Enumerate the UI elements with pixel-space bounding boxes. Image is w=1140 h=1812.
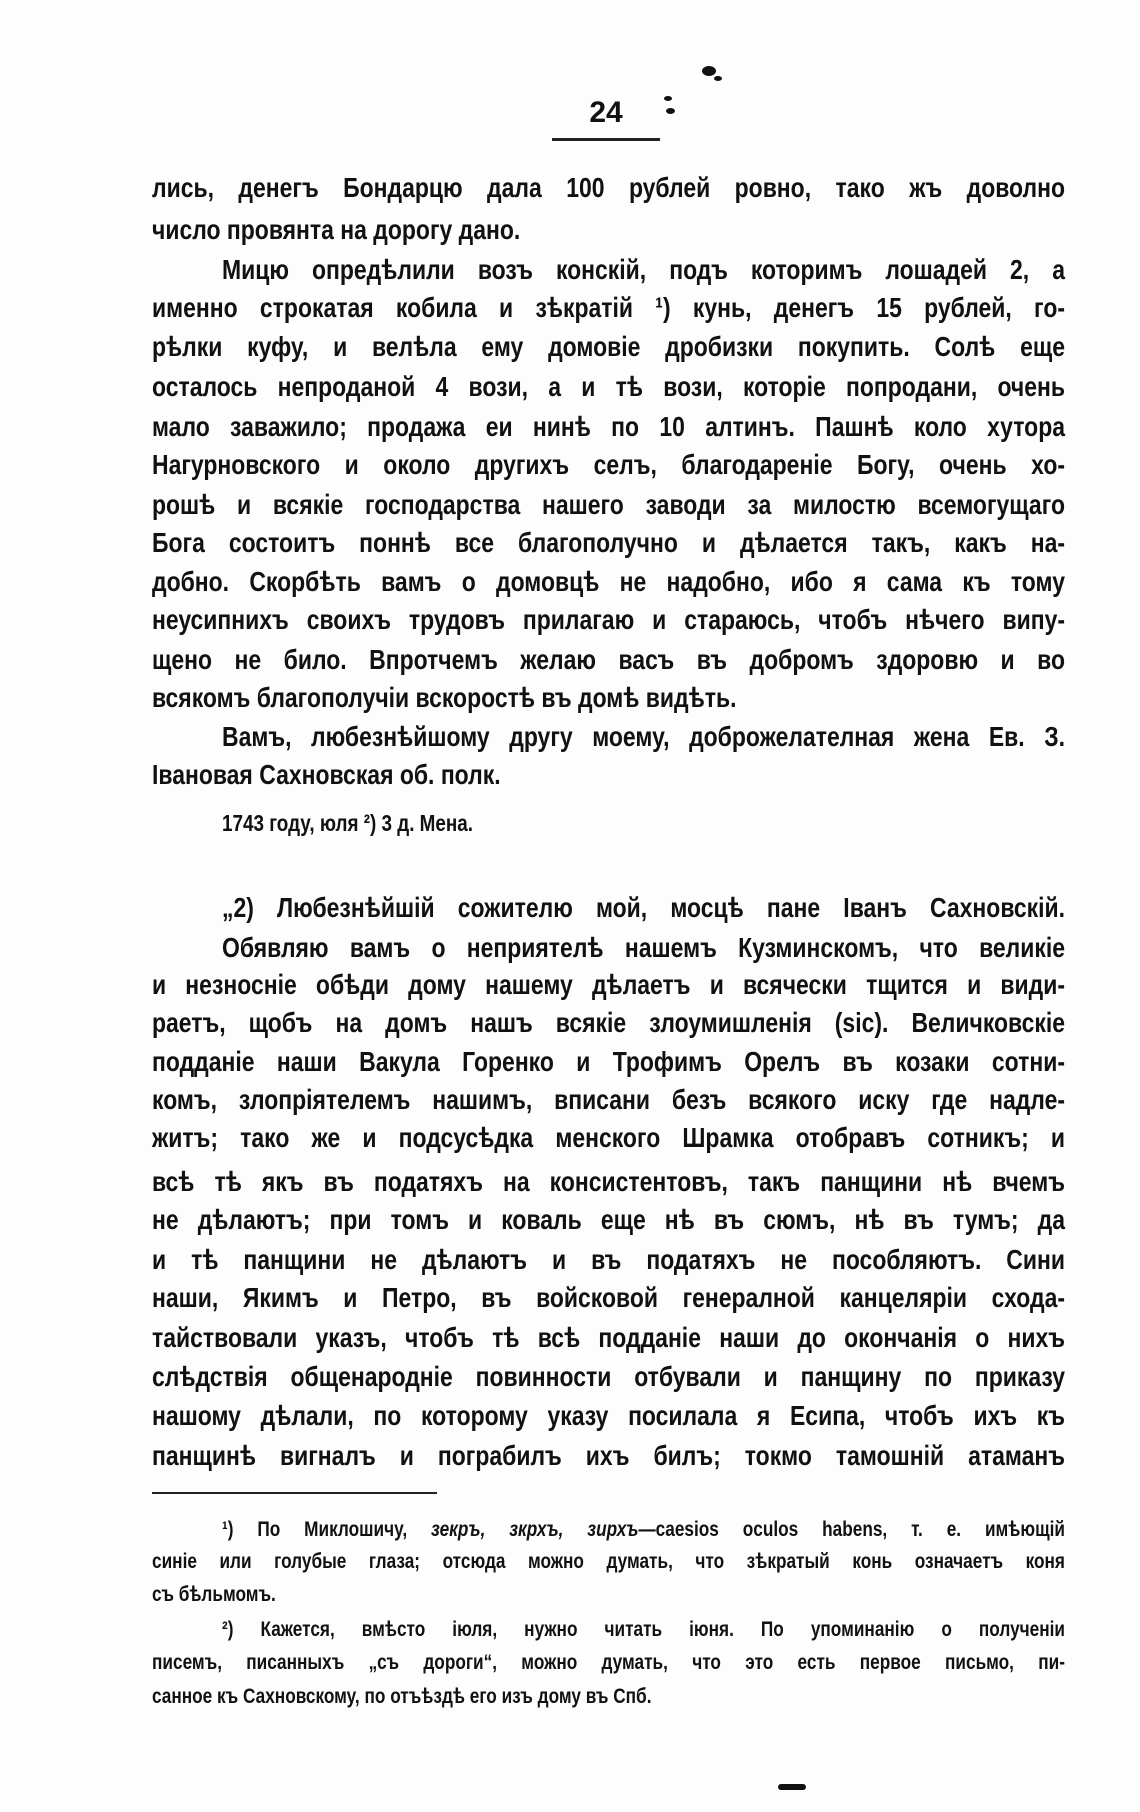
footnote-text: ²) Кажется, вмѣсто іюля, нужно читать іюня. По упоминанію о полученіи — [222, 1618, 1065, 1641]
text-line: Вамъ, любезнѣйшому другу моему, доброжелателная жена Ев. З. — [222, 721, 1065, 752]
ink-blot — [778, 1784, 806, 1790]
footnote-line — [222, 1515, 1065, 1545]
text-line: „2) Любезнѣйшій сожителю мой, мосцѣ пане Іванъ Сахновскій. — [222, 892, 1065, 923]
footnote-text: писемъ, писанныхъ „съ дороги“, можно думать, что это есть первое письмо, пи- — [152, 1651, 1065, 1674]
text-line: наши, Якимъ и Петро, въ войсковой генералной канцеляріи схода- — [152, 1282, 1065, 1313]
footnote-line — [152, 1648, 1065, 1678]
text-line: именно строкатая кобила и зѣкратій ¹) кунь, денегъ 15 рублей, го- — [152, 292, 1065, 323]
text-line: неусипнихъ своихъ трудовъ прилагаю и стараюсь, чтобъ нѣчего випу- — [152, 604, 1065, 635]
text-line: нашому дѣлали, по которому указу посилала я Есипа, чтобъ ихъ къ — [152, 1400, 1065, 1431]
text-line: Бога состоитъ поннѣ все благополучно и дѣлается такъ, какъ на- — [152, 527, 1065, 558]
text-line: Нагурновского и около другихъ селъ, благодареніе Богу, очень хо- — [152, 449, 1065, 480]
text-line: панщинѣ вигналъ и пограбилъ ихъ билъ; токмо тамошній атаманъ — [152, 1440, 1065, 1471]
footnote-separator — [152, 1492, 437, 1494]
text-line: добно. Скорбѣть вамъ о домовцѣ не надобно, ибо я сама къ тому — [152, 566, 1065, 597]
text-line: Мицю опредѣлили возъ конскій, подъ которимъ лошадей 2, а — [222, 254, 1065, 285]
footnote-italic-term: зекръ, зкрхъ, зирхъ — [431, 1518, 639, 1541]
text-line: всякомъ благополучіи вскоростѣ въ домѣ видѣть. — [152, 682, 737, 713]
footnote-text: санное къ Сахновскому, по отъѣздѣ его изъ дому въ Спб. — [152, 1685, 652, 1708]
page-number: 24 — [589, 96, 623, 129]
text-line: число провянта на дорогу дано. — [152, 214, 521, 245]
text-line: щено не било. Впротчемъ желаю васъ въ добромъ здоровю и во — [152, 644, 1065, 675]
text-line: рошѣ и всякіе господарства нашего заводи за милостю всемогущаго — [152, 489, 1065, 520]
text-line: Івановая Сахновская об. полк. — [152, 759, 501, 790]
footnote-line — [152, 1547, 1065, 1577]
text-line: мало заважило; продажа еи нинѣ по 10 алтинъ. Пашнѣ коло хутора — [152, 411, 1065, 442]
text-line: Обявляю вамъ о неприятелѣ нашемъ Кузминскомъ, что великіе — [222, 932, 1065, 963]
text-line: не дѣлаютъ; при томъ и коваль еще нѣ въ сюмъ, нѣ въ тумъ; да — [152, 1204, 1065, 1235]
text-line: тайствовали указъ, чтобъ тѣ всѣ подданіе наши до окончанія о нихъ — [152, 1322, 1065, 1353]
ink-blot — [666, 108, 675, 114]
text-line: 1743 году, юля ²) 3 д. Мена. — [222, 810, 473, 836]
ink-blot — [714, 76, 722, 81]
footnote-line — [152, 1682, 1065, 1712]
text-line: рѣлки куфу, и велѣла ему домовіе дробизки покупить. Солѣ еще — [152, 331, 1065, 362]
ink-blot — [702, 66, 716, 76]
text-line: житъ; тако же и подсусѣдка менского Шрамка отобравъ сотникъ; и — [152, 1122, 1065, 1153]
ink-blot — [664, 96, 672, 101]
text-line: подданіе наши Вакула Горенко и Трофимъ Орелъ въ козаки сотни- — [152, 1046, 1065, 1077]
footnote-line — [222, 1615, 1065, 1645]
page-number-rule — [552, 138, 660, 141]
text-line: комъ, злопріятелемъ нашимъ, вписани безъ всякого иску где надле- — [152, 1084, 1065, 1115]
text-line: всѣ тѣ якъ въ податяхъ на консистентовъ, такъ панщини нѣ вчемъ — [152, 1166, 1065, 1197]
text-line: лись, денегъ Бондарцю дала 100 рублей ровно, тако жъ доволно — [152, 172, 1065, 203]
text-line: раетъ, щобъ на домъ нашъ всякіе злоумишленія (sic). Величковскіе — [152, 1007, 1065, 1038]
footnote-text: ¹) По Миклошичу, — [222, 1518, 432, 1541]
text-line: и тѣ панщини не дѣлаютъ и въ податяхъ не пособляютъ. Сини — [152, 1244, 1065, 1275]
text-line: и незносніе обѣди дому нашему дѣлаетъ и всячески тщится и види- — [152, 969, 1065, 1000]
footnote-text: синіе или голубые глаза; отсюда можно думать, что зѣкратый конь означаетъ коня — [152, 1550, 1065, 1573]
footnote-text: —caesios oculos habens, т. е. имѣющій — [638, 1518, 1065, 1541]
text-line: осталось непроданой 4 вози, а и тѣ вози, которіе попродани, очень — [152, 371, 1065, 402]
footnote-line — [152, 1580, 1065, 1610]
text-line: слѣдствія общенародніе повинности отбували и панщину по приказу — [152, 1361, 1065, 1392]
footnote-text: съ бѣльмомъ. — [152, 1583, 276, 1606]
